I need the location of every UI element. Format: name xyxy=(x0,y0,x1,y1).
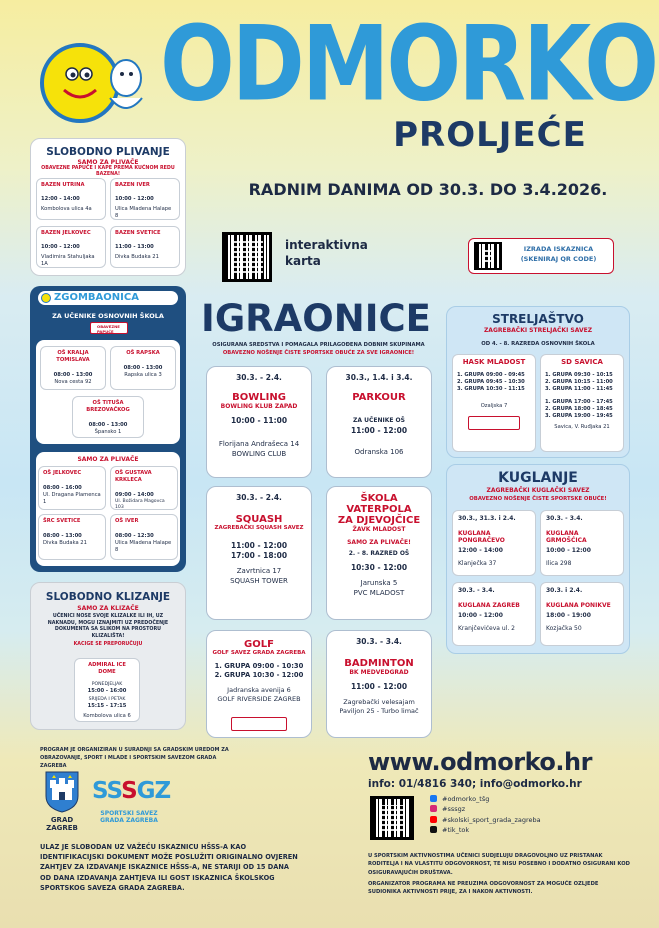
social-links xyxy=(430,794,630,836)
pool-card: BAZEN SVETICE 11:00 - 13:00 Divka Budaka 21 xyxy=(110,226,180,268)
swim-school-sub: SAMO ZA PLIVAČE xyxy=(77,456,139,463)
ice-dome-card: ADMIRAL ICE DOME PONEDJELJAK 15:00 - 16:00 SRIJEDA I PETAK 15:15 - 17:15 Kombolova ulica 6 xyxy=(74,658,140,722)
shooting-club-card: HASK MLADOST 1. GRUPA 09:00 - 09:45 2. GRUPA 09:45 - 10:30 3. GRUPA 10:30 - 11:15 Ozaljska 7 xyxy=(452,354,536,452)
shooting-club-card: SD SAVICA 1. GRUPA 09:30 - 10:15 2. GRUPA 10:15 - 11:00 3. GRUPA 11:00 - 11:45 1. GRUPA 17:00 - 17:45 2. GRUPA 18:00 - 18:45 3. GRUPA 19:00 - 19:45 Savica, V. Ruđjaka 21 xyxy=(540,354,624,452)
website-link[interactable]: www.odmorko.hr xyxy=(368,748,592,776)
school-card: OŠ RAPSKA 08:00 - 13:00 Rapska ulica 3 xyxy=(110,346,176,390)
organizer-note: PROGRAM JE ORGANIZIRAN U SURADNJI SA GRADSKIM UREDOM ZA OBRAZOVANJE, SPORT I MLADE I SPORTSKIM SAVEZOM GRADA ZAGREBA xyxy=(40,747,229,769)
bowling9-note: OBAVEZNO NOŠENJE ČISTE SPORTSKE OBUĆE! xyxy=(469,496,607,502)
pool-card: BAZEN IVER 10:00 - 12:00 Ulica Mladena Halape 8 xyxy=(110,178,180,220)
smiley-icon xyxy=(41,293,51,303)
disclaimer-liability: ORGANIZATOR PROGRAMA NE PREUZIMA ODGOVORNOST ZA MOGUĆE OZLJEDE SUDIONIKA AKTIVNOSTI PRIJE, ZA I NAKON AKTIVNOSTI. xyxy=(368,881,599,896)
dates-banner: RADNIM DANIMA OD 30.3. DO 3.4.2026. xyxy=(248,180,608,199)
golf-card: GOLF GOLF SAVEZ GRADA ZAGREBA 1. GRUPA 09:00 - 10:30 2. GRUPA 10:30 - 12:00 Jadranska avenija 6 GOLF RIVERSIDE ZAGREB xyxy=(206,630,312,738)
igraonice-sub1: OSIGURANA SREDSTVA I POMAGALA PRILAGOĐENA DOBNIM SKUPINAMA xyxy=(212,342,425,348)
swimming-note: OBAVEZNE PAPUČE I KAPE PREMA KUĆNOM REDU BAZENA! xyxy=(41,166,175,178)
zagreb-coat-of-arms xyxy=(44,770,80,814)
school-card: OŠ KRALJA TOMISLAVA 08:00 - 13:00 Nova cesta 92 xyxy=(40,346,106,390)
bowling-hall-card: 30.3. - 3.4. KUGLANA GRMOŠĆICA 10:00 - 12:00 Ilica 298 xyxy=(540,510,624,576)
bowling9-sub: ZAGREBAČKI KUGLAČKI SAVEZ xyxy=(486,487,590,494)
social-item[interactable]: #sssgz xyxy=(430,804,630,814)
id-requirement-note: ULAZ JE SLOBODAN UZ VAŽEĆU ISKAZNICU HŠSS-A KAO IDENTIFIKACIJSKI DOKUMENT MOŽE POSLUŽITI ORIGINALNO OVJEREN ZAHTJEV ZA IZDAVANJE ISKAZNICE HŠSS-A, NE STARIJI OD 15 DANA OD DANA IZDAVANJA ZAHTJEVA ILI GOST ISKAZNICA ŠKOLSKOG SPORTSKOG SAVEZA GRADA ZAGREBA. xyxy=(40,843,298,892)
school-card: ŠRC SVETICE 08:00 - 13:00 Divka Budaka 21 xyxy=(38,514,106,560)
social-item[interactable]: #odmorko_tšg xyxy=(430,794,630,804)
skating-note: UČENICI NOSE SVOJE KLIZALKE ILI IH, UZ NAKNADU, MOGU IZNAJMITI UZ PREDOČENJE DOKUMENTA SA SLIKOM NA PROSTORU KLIZALIŠTA! xyxy=(47,614,169,640)
school-card: OŠ GUSTAVA KRKLECA 09:00 - 14:00 Ul. Božidara Magovca 103 xyxy=(110,466,178,510)
bowling-hall-card: 30.3., 31.3. i 2.4. KUGLANA PONGRAČEVO 12:00 - 14:00 Klanječka 37 xyxy=(452,510,536,576)
disclaimer-participation: U SPORTSKIM AKTIVNOSTIMA UČENICI SUDJELUJU DRAGOVOLJNO UZ PRISTANAK RODITELJA I NA VLASTITU ODGOVORNOST, TE NISU POSEBNO I DODATNO OSIGURANI KOD OSIGURAVAJUĆIH DRUŠTAVA. xyxy=(368,853,630,876)
map-label: interaktivna karta xyxy=(285,238,368,268)
page-subtitle: PROLJEĆE xyxy=(393,115,587,155)
social-qr-code[interactable] xyxy=(370,796,414,840)
squash-card: 30.3. - 2.4. SQUASH ZAGREBAČKI SQUASH SAVEZ 11:00 - 12:00 17:00 - 18:00 Zavrtnica 17 SQUASH TOWER xyxy=(206,486,312,620)
mascot-logo xyxy=(38,38,148,128)
waterpolo-card: ŠKOLA VATERPOLA ZA DJEVOJČICE ŽAVK MLADOST SAMO ZA PLIVAČE! 2. - 8. RAZRED OŠ 10:30 - 12:00 Jarunska 5 PVC MLADOST xyxy=(326,486,432,620)
youtube-icon xyxy=(430,816,437,823)
igraonice-title: IGRAONICE xyxy=(201,297,431,340)
bowling-hall-card: 30.3. - 3.4. KUGLANA ZAGREB 10:00 - 12:00 Kranjčevićeva ul. 2 xyxy=(452,582,536,646)
bowling-card: 30.3. - 2.4. BOWLING BOWLING KLUB ZAPAD 10:00 - 11:00 Florijana Andrašeca 14 BOWLING CLUB xyxy=(206,366,312,478)
badminton-card: 30.3. - 3.4. BADMINTON BK MEDVEDGRAD 11:00 - 12:00 Zagrebački velesajam Paviljon 25 - Turbo limač xyxy=(326,630,432,738)
parkour-card: 30.3., 1.4. i 3.4. PARKOUR ZA UČENIKE OŠ 11:00 - 12:00 Odranska 106 xyxy=(326,366,432,478)
shoes-warning-badge xyxy=(231,717,287,731)
swimming-sub: SAMO ZA PLIVAČE xyxy=(77,159,139,166)
zgombaonica-sub: ZA UČENIKE OSNOVNIH ŠKOLA xyxy=(52,312,164,320)
skating-title: SLOBODNO KLIZANJE xyxy=(45,591,171,603)
shooting-grades: OD 4. - 8. RAZREDA OSNOVNIH ŠKOLA xyxy=(481,341,595,347)
school-card: OŠ JELKOVEC 08:00 - 16:00 Ul. Dragana Plamenca 1 xyxy=(38,466,106,510)
id-card-qr-code[interactable] xyxy=(474,242,502,270)
social-item[interactable]: #skolski_sport_grada_zagreba xyxy=(430,815,630,825)
school-card: OŠ IVER 08:00 - 12:30 Ulica Mladena Halape 8 xyxy=(110,514,178,560)
skating-sub: SAMO ZA KLIZAČE xyxy=(77,605,139,612)
bowling-hall-card: 30.3. i 2.4. KUGLANA PONIKVE 18:00 - 19:00 Kozjačka 50 xyxy=(540,582,624,646)
page-title: ODMORKO xyxy=(160,2,657,125)
skating-helmet: KACIGE SE PREPORUČUJU xyxy=(73,642,143,647)
social-item[interactable]: #tik_tok xyxy=(430,825,630,835)
id-card-label: IZRADA ISKAZNICA (SKENIRAJ QR CODE) xyxy=(520,245,597,263)
shoes-warning-badge xyxy=(468,416,520,430)
pool-card: BAZEN UTRINA 12:00 - 14:00 Kombolova ulica 4a xyxy=(36,178,106,220)
zgombaonica-title: ZGOMBAONICA xyxy=(54,292,139,303)
pool-card: BAZEN JELKOVEC 10:00 - 12:00 Vladimira Stahuljaka 1A xyxy=(36,226,106,268)
bowling9-title: KUGLANJE xyxy=(498,470,578,486)
school-card: OŠ TITUŠA BREZOVAČKOG 08:00 - 13:00 Špansko 1 xyxy=(72,396,144,438)
slippers-badge: OBAVEZNE PAPUČE xyxy=(90,322,128,334)
shooting-title: STRELJAŠTVO xyxy=(492,312,584,326)
shooting-sub: ZAGREBAČKI STRELJAČKI SAVEZ xyxy=(483,327,593,334)
map-qr-code[interactable] xyxy=(222,232,272,282)
facebook-icon xyxy=(430,795,437,802)
swimming-title: SLOBODNO PLIVANJE xyxy=(46,146,170,158)
igraonice-sub2: OBAVEZNO NOŠENJE ČISTE SPORTSKE OBUĆE ZA SVE IGRAONICE! xyxy=(222,350,415,356)
instagram-icon xyxy=(430,805,437,812)
sssgz-logo: SSSGZ xyxy=(92,778,171,804)
contact-info[interactable]: info: 01/4816 340; info@odmorko.hr xyxy=(368,778,582,790)
grad-zagreb-label: GRAD ZAGREB xyxy=(46,816,78,833)
tiktok-icon xyxy=(430,826,437,833)
sssgz-label: SPORTSKI SAVEZ GRADA ZAGREBA xyxy=(100,810,158,825)
